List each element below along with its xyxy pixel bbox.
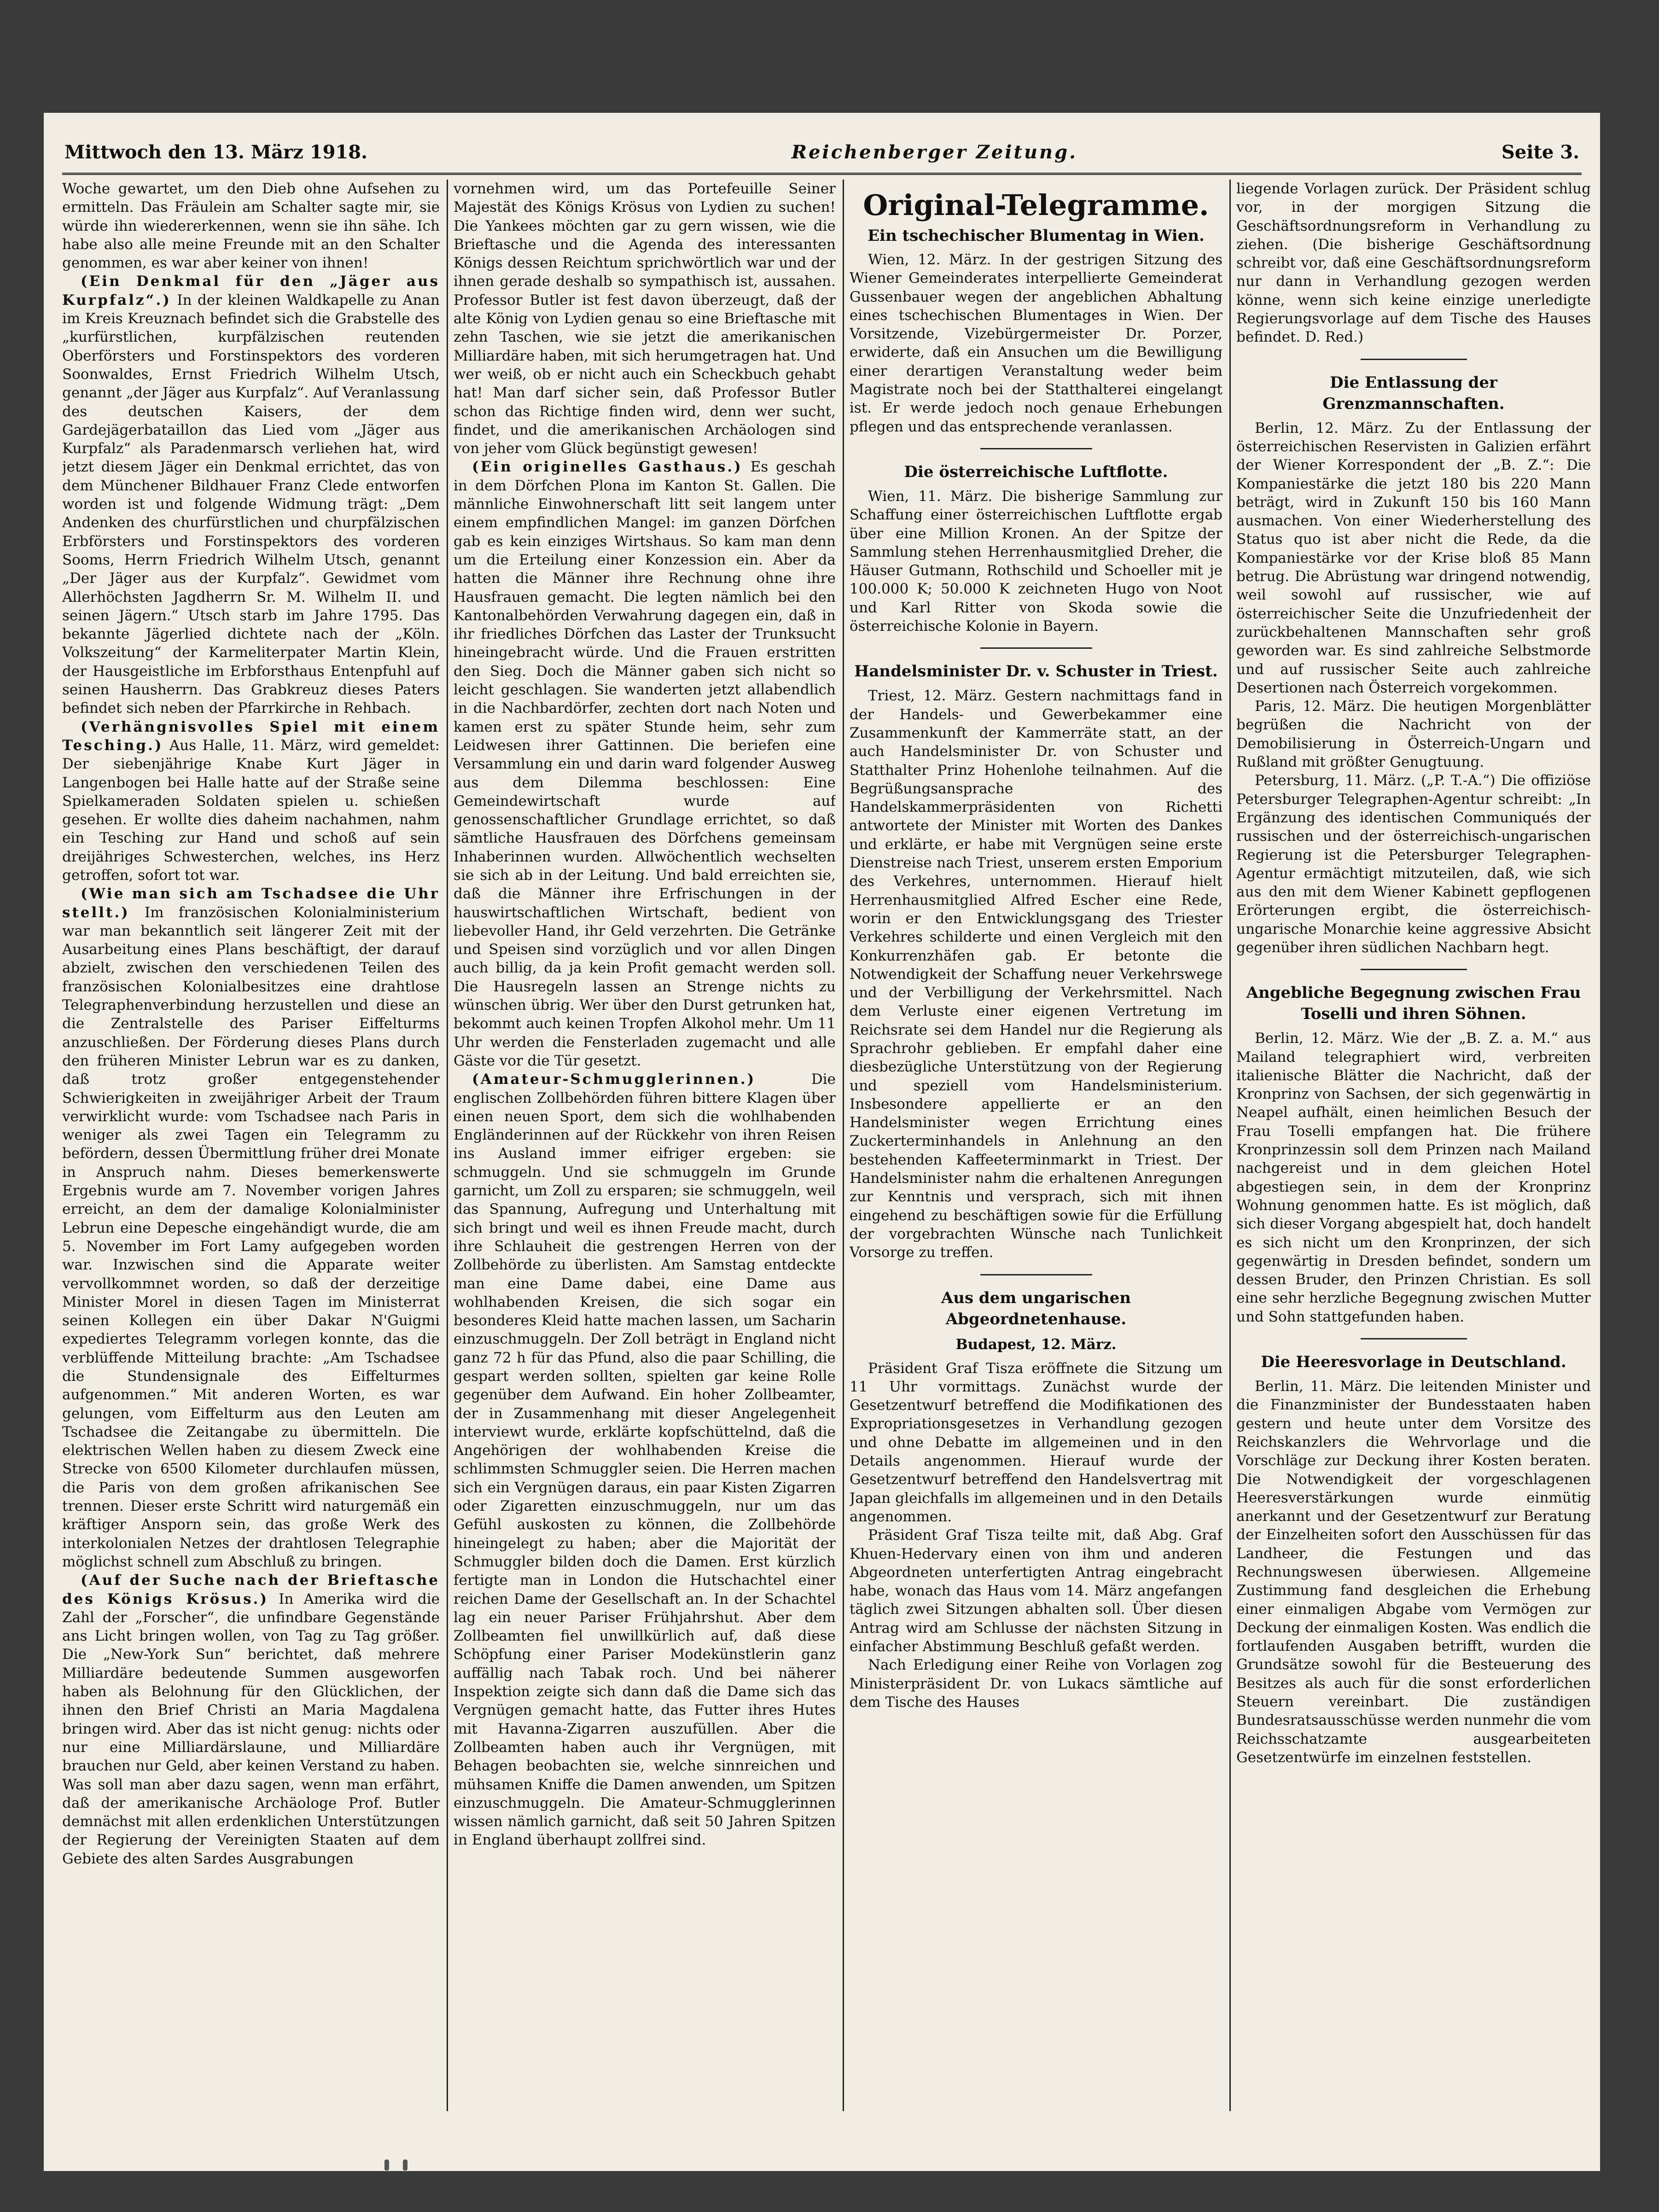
running-header xyxy=(44,138,1600,166)
article-lead: (Auf der Suche nach der Brieftasche des Königs Krösus.) xyxy=(62,1572,440,1607)
article-text: Berlin, 12. März. Zu der Entlassung der österreichischen Reservisten in Galizien erfährt der Wiener Korrespondent der „B. Z.“: Die Kompaniestärke die jetzt 180 bis 220 Mann beträgt, wird in Zukunft 150 bis 160 Mann ausmachen. Von einer Wiederherstellung des Status quo ist aber nicht die Rede, da die Kompaniestärke vor der Krise bloß 85 Mann betrug. Die Abrüstung war dringend notwendig, weil sowohl auf russischer, wie auf österreichischer Seite die Unzufriedenheit der zurückbehaltenen Mannschaften sehr groß geworden war. Es sind zahlreiche Selbstmorde und auf russischer Seite auch zahlreiche Desertionen nach Österreich vorgekommen. xyxy=(1236,419,1591,696)
article-text: (Auf der Suche nach der Brieftasche des Königs Krösus.) In Amerika wird die Zahl der „Forscher“, die unfindbare Gegenstände ans Licht bringen wollen, von Tag zu Tag größer. Die „New-York Sun“ berichtet, daß mehrere Milliardäre bedeutende Summen ausgeworfen haben als Belohnung für den Glücklichen, der ihnen den Brief Christi an Maria Magdalena bringen wird. Aber das ist nicht genug: nichts oder nur eine Milliardärslaune, und Milliardäre brauchen nur Geld, aber keinen Verstand zu haben. Was soll man aber dazu sagen, wenn man erfährt, daß der amerikanische Archäologe Prof. Butler demnächst mit allen erdenklichen Unterstützungen der Regierung der Vereinigten Staaten auf dem Gebiete des alten Sardes Ausgrabungen xyxy=(62,1572,440,1867)
column-divider xyxy=(843,180,844,2111)
dateline: Budapest, 12. März. xyxy=(955,1336,1117,1353)
article-separator xyxy=(980,647,1092,649)
article-separator xyxy=(1361,1338,1467,1339)
article-text: Wien, 11. März. Die bisherige Sammlung zur Schaffung einer österreichischen Luftflotte ergab über eine Million Kronen. An der Spitze der Sammlung stehen Herrenhausmitglied Dreher, die Häuser Gutmann, Rothschild und Schoeller mit je 100.000 K; 50.000 K zeichneten Hugo von Noot und Karl Ritter von Skoda sowie die österreichische Kolonie in Bayern. xyxy=(850,488,1222,635)
article-text: Nach Erledigung einer Reihe von Vorlagen zog Ministerpräsident Dr. von Lukacs sämtliche auf dem Tische des Hauses xyxy=(850,1657,1222,1711)
article-lead: (Ein originelles Gasthaus.) xyxy=(472,459,743,476)
article-separator xyxy=(1361,969,1467,970)
article-text: (Verhängnisvolles Spiel mit einem Tesching.) Aus Halle, 11. März, wird gemeldet: Der siebenjährige Knabe Kurt Jäger in Langenbogen bei Halle hatte auf der Straße seine Spielkameraden Soldaten spielen u. schießen gesehen. Er wollte dies daheim nachahmen, nahm ein Tesching zur Hand und schoß auf sein dreijähriges Schwesterchen, welches, ins Herz getroffen, sofort tot war. xyxy=(62,718,440,884)
article-headline: Die Heeresvorlage in Deutschland. xyxy=(1261,1353,1566,1372)
newspaper-page xyxy=(44,113,1600,2171)
article-text: Wien, 12. März. In der gestrigen Sitzung des Wiener Gemeinderates interpellierte Gemeinderat Gussenbauer wegen der angeblichen Abhaltung eines tschechischen Blumentages in Wien. Der Vorsitzende, Vizebürgermeister Dr. Porzer, erwiderte, daß ein Ansuchen um die Bewilligung einer derartigen Veranstaltung weder beim Magistrate noch bei der Statthalterei eingelangt ist. Er werde jedoch noch genaue Erhebungen pflegen und das entsprechende veranlassen. xyxy=(850,251,1222,435)
binding-hole xyxy=(403,2160,407,2171)
article-text: Triest, 12. März. Gestern nachmittags fand in der Handels- und Gewerbekammer eine Zusammenkunft der Kammerräte statt, an der auch Handelsminister Dr. von Schuster und Statthalter Prinz Hohenlohe teilnahmen. Auf die Begrüßungsansprache des Handelskammerpräsidenten von Richetti antwortete der Minister mit Worten des Dankes und erklärte, er habe mit Vergnügen seine erste Dienstreise nach Triest, unserem ersten Emporium des Verkehres, unternommen. Hierauf hielt Herrenhausmitglied Alfred Escher eine Rede, worin er den Entwicklungsgang des Triester Verkehres schilderte und einen Vergleich mit den Konkurrenzhäfen gab. Er betonte die Notwendigkeit der Schaffung neuer Verkehrswege und der Verbilligung der Verkehrsmittel. Nach dem Verluste einer eigenen Vertretung im Reichsrate sei dem Handel nur die Regierung als Sprachrohr geblieben. Er empfahl daher eine diesbezügliche Unterstützung von der Regierung und speziell vom Handelsministerium. Insbesondere appellierte er an den Handelsminister wegen Errichtung eines Zuckerterminhandels in Anlehnung an den bestehenden Kaffeeterminmarkt in Triest. Der Handelsminister nahm die erhaltenen Anregungen zur Kenntnis und versprach, sich mit ihnen eingehend zu beschäftigen sowie für die Erfüllung der vorgebrachten Wünsche nach Tunlichkeit Vorsorge zu treffen. xyxy=(850,687,1222,1261)
page-number: Seite 3. xyxy=(1501,141,1579,163)
article-separator xyxy=(980,1274,1092,1275)
column-divider xyxy=(447,180,448,2111)
article-separator xyxy=(980,448,1092,449)
header-rule xyxy=(62,173,1582,175)
article-text: vornehmen wird, um das Portefeuille Seiner Majestät des Königs Krösus von Lydien zu suchen! Die Yankees möchten gar zu gern wissen, wie die Brieftasche und die Agenda des interessanten Königs dessen Reichtum sprichwörtlich war und der ihnen gerade deshalb so sympathisch ist, aussahen. Professor Butler ist fest davon überzeugt, daß der alte König von Lydien genau so eine Brieftasche mit zehn Taschen, wie sie jetzt die amerikanischen Milliardäre haben, mit sich herumgetragen hat. Und wer weiß, ob er nicht auch ein Scheckbuch gehabt hat! Man darf sicher sein, daß Professor Butler schon das Richtige finden wird, denn wer sucht, findet, und die amerikanischen Archäologen sind von jeher vom Glück begünstigt gewesen! xyxy=(454,180,836,457)
binding-hole xyxy=(384,2160,389,2171)
column-2 xyxy=(454,180,836,2111)
article-lead: (Verhängnisvolles Spiel mit einem Tesching.) xyxy=(62,718,440,754)
article-headline: Handelsminister Dr. v. Schuster in Triest. xyxy=(854,662,1218,681)
column-4 xyxy=(1236,180,1591,2111)
article-headline: Ein tschechischer Blumentag in Wien. xyxy=(867,227,1205,245)
column-3 xyxy=(850,180,1222,2111)
article-lead: (Wie man sich am Tschadsee die Uhr stellt.) xyxy=(62,885,440,921)
article-headline: Aus dem ungarischen Abgeordnetenhause. xyxy=(941,1288,1131,1328)
article-text: Berlin, 12. März. Wie der „B. Z. a. M.“ aus Mailand telegraphiert wird, verbreiten italienische Blätter die Nachricht, daß der Kronprinz von Sachsen, der sich gegenwärtig in Neapel aufhält, einen heimlichen Besuch der Frau Toselli empfangen hat. Die frühere Kronprinzessin soll dem Prinzen nach Mailand nachgereist und in dem gleichen Hotel abgestiegen sein, in dem der Kronprinz Wohnung genommen hatte. Es ist möglich, daß sich dieser Vorgang abgespielt hat, doch handelt es sich nicht um den Kronprinzen, der sich gegenwärtig in Dresden befindet, sondern um dessen Bruder, den Prinzen Christian. Es soll eine sehr herzliche Begegnung zwischen Mutter und Sohn stattgefunden haben. xyxy=(1236,1030,1591,1325)
article-text: Paris, 12. März. Die heutigen Morgenblätter begrüßen die Nachricht von der Demobilisierung in Österreich-Ungarn und Rußland mit größter Genugtuung. xyxy=(1236,698,1591,771)
column-1 xyxy=(62,180,440,2111)
article-text: liegende Vorlagen zurück. Der Präsident schlug vor, in der morgigen Sitzung die Geschäftsordnungsreform in Verhandlung zu ziehen. (Die bisherige Geschäftsordnung schreibt vor, daß eine Geschäftsordnungsreform nur dann in Verhandlung gezogen werden könne, wenn sich keine einzige unerledigte Regierungsvorlage auf dem Tische des Hauses befindet. D. Red.) xyxy=(1236,180,1591,346)
article-lead: (Amateur-Schmugglerinnen.) xyxy=(472,1071,756,1088)
article-headline: Die österreichische Luftflotte. xyxy=(904,462,1168,481)
issue-date: Mittwoch den 13. März 1918. xyxy=(64,141,368,163)
newspaper-title: Reichenberger Zeitung. xyxy=(791,141,1078,163)
article-separator xyxy=(1361,359,1467,360)
article-text: Präsident Graf Tisza eröffnete die Sitzung um 11 Uhr vormittags. Zunächst wurde der Gesetzentwurf betreffend die Modifikationen des Expropriationsgesetzes in Verhandlung gezogen und ohne Debatte im allgemeinen und in den Details angenommen. Hierauf wurde der Gesetzentwurf betreffend den Handelsvertrag mit Japan gleichfalls im allgemeinen und in den Details angenommen. xyxy=(850,1360,1222,1525)
article-lead: (Ein Denkmal für den „Jäger aus Kurpfalz“.) xyxy=(62,273,440,309)
article-text: Berlin, 11. März. Die leitenden Minister und die Finanzminister der Bundesstaaten haben gestern und heute unter dem Vorsitze des Reichskanzlers die Wehrvorlage und die Vorschläge zur Deckung ihrer Kosten beraten. Die Notwendigkeit der vorgeschlagenen Heeresverstärkungen wurde einmütig anerkannt und der Gesetzentwurf zur Beratung der Einzelheiten sofort den Ausschüssen für das Landheer, die Festungen und das Rechnungswesen überwiesen. Allgemeine Zustimmung fand desgleichen die Erhebung einer einmaligen Abgabe vom Vermögen zur Deckung der einmaligen Kosten. Was endlich die fortlaufenden Ausgaben betrifft, wurden die Grundsätze sowohl für die Besteuerung des Besitzes als auch für die sonst erforderlichen Steuern vereinbart. Die zuständigen Bundesratsausschüsse werden nunmehr die vom Reichsschatzamte ausgearbeiteten Gesetzentwürfe im einzelnen feststellen. xyxy=(1236,1378,1591,1766)
article-headline: Angebliche Begegnung zwischen Frau Toselli und ihren Söhnen. xyxy=(1246,984,1581,1024)
section-title: Original-Telegramme. xyxy=(863,188,1209,222)
article-text: (Ein Denkmal für den „Jäger aus Kurpfalz“.) In der kleinen Waldkapelle zu Anan im Kreis Kreuznach befindet sich die Grabstelle des „kurfürstlichen, kurpfälzischen reutenden Oberförsters und Forstinspektors des vorderen Soonwaldes, Ernst Friedrich Wilhelm Utsch, genannt „der Jäger aus Kurpfalz“. Auf Veranlassung des deutschen Kaisers, der dem Gardejägerbataillon das Lied vom „Jäger aus Kurpfalz“ als Paradenmarsch verliehen hat, wird jetzt diesem Jäger ein Denkmal errichtet, das von dem Münchener Bildhauer Franz Clede entworfen worden ist und folgende Widmung trägt: „Dem Andenken des churfürstlichen und churpfälzischen Erbförsters und Forstinspektors des vorderen Sooms, Herrn Friedrich Wilhelm Utsch, genannt „Der Jäger aus der Kurpfalz“. Gewidmet vom Allerhöchsten Jagdherrn Sr. M. Wilhelm II. und seinen Jägern.“ Utsch starb im Jahre 1795. Das bekannte Jägerlied dichtete nach der „Köln. Volkszeitung“ der Karmeliterpater Martin Klein, der Hausgeistliche im Erbforsthaus Entenpfuhl auf seinen Hausherrn. Das Grabkreuz dieses Paters befindet sich neben der Pfarrkirche in Rehbach. xyxy=(62,273,440,717)
article-text: (Amateur-Schmugglerinnen.) Die englischen Zollbehörden führen bittere Klagen über einen neuen Sport, dem sich die wohlhabenden Engländerinnen auf der Rückkehr von ihren Reisen ins Ausland immer eifriger ergeben: sie schmuggeln. Und sie schmuggeln im Grunde garnicht, um Zoll zu ersparen; sie schmuggeln, weil das Spannung, Aufregung und Unterhaltung mit sich bringt und weil es ihnen Freude macht, durch ihre Schlauheit die gestrengen Herren von der Zollbehörde zu überlisten. Am Samstag entdeckte man eine Dame dabei, eine Dame aus wohlhabenden Kreisen, die sich sogar ein besonderes Kleid hatte machen lassen, um Sacharin einzuschmuggeln. Der Zoll beträgt in England nicht ganz 72 h für das Pfund, also die paar Schilling, die gespart werden sollten, spielten gar keine Rolle gegenüber dem Aufwand. Ein hoher Zollbeamter, der in Zusammenhang mit dieser Angelegenheit interviewt wurde, erklärte kopfschüttelnd, daß die Angehörigen der wohlhabenden Kreise die schlimmsten Schmuggler seien. Die Herren machen sich ein Vergnügen daraus, ein paar Kisten Zigarren oder Zigaretten einzuschmuggeln, nur um das Gefühl auskosten zu können, die Zollbehörde hineingelegt zu haben; aber die Majorität der Schmuggler bilden doch die Damen. Erst kürzlich fertigte man in London die Hutschachtel einer reichen Dame der Gesellschaft an. In der Schachtel lag ein neuer Pariser Frühjahrshut. Aber dem Zollbeamten fiel unwillkürlich auf, daß diese Schöpfung einer Pariser Modekünstlerin ganz auffällig nach Tabak roch. Und bei näherer Inspektion zeigte sich dann daß die Dame sich das Vergnügen gemacht hatte, das Futter ihres Hutes mit Havanna-Zigarren auszufüllen. Aber die Zollbeamten haben auch ihr Vergnügen, mit Behagen beobachten sie, welche sinnreichen und mühsamen Kniffe die Damen anwenden, um Spitzen einzuschmuggeln. Die Amateur-Schmugglerinnen wissen nämlich garnicht, daß seit 50 Jahren Spitzen in England überhaupt zollfrei sind. xyxy=(454,1071,836,1849)
article-text: Woche gewartet, um den Dieb ohne Aufsehen zu ermitteln. Das Fräulein am Schalter sagte mir, sie würde ihn wiedererkennen, wenn sie ihn sähe. Ich habe also alle meine Freunde mit an den Schalter genommen, es war aber keiner von ihnen! xyxy=(62,180,440,272)
article-text: (Wie man sich am Tschadsee die Uhr stellt.) Im französischen Kolonialministerium war man bekanntlich seit längerer Zeit mit der Ausarbeitung eines Plans beschäftigt, der darauf abzielt, zwischen den verschiedenen Teilen des französischen Kolonialbesitzes eine drahtlose Telegraphenverbindung herzustellen und diese an die Zentralstelle des Pariser Eiffelturms anzuschließen. Der Förderung dieses Plans durch den früheren Minister Lebrun war es zu danken, daß trotz großer entgegenstehender Schwierigkeiten in zweijähriger Arbeit der Traum verwirklicht wurde: vom Tschadsee nach Paris in weniger als zwei Tagen ein Telegramm zu befördern, dessen Übermittlung früher drei Monate in Anspruch nahm. Dieses bemerkenswerte Ergebnis wurde am 7. November vorigen Jahres erreicht, an dem der damalige Kolonialminister Lebrun eine Depesche eingehändigt wurde, die am 5. November im Fort Lamy aufgegeben worden war. Inzwischen sind die Apparate weiter vervollkommnet worden, so daß der derzeitige Minister Morel in diesen Tagen im Ministerrat seinen Kollegen ein über Dakar N'Guigmi expediertes Telegramm vorlegen konnte, das die verblüffende Mitteilung brachte: „Am Tschadsee die Stundensignale des Eiffelturmes aufgenommen.“ Mit anderen Worten, es war gelungen, vom Eiffelturm aus den Leuten am Tschadsee die Zeitangabe zu übermitteln. Die elektrischen Wellen haben zu diesem Zweck eine Strecke von 6500 Kilometer durchlaufen müssen, die Paris von dem großen afrikanischen See trennen. Dieser erste Schritt wird naturgemäß ein kräftiger Ansporn sein, das große Werk des interkolonialen Netzes der drahtlosen Telegraphie möglichst schnell zum Abschluß zu bringen. xyxy=(62,885,440,1570)
article-headline: Die Entlassung der Grenzmannschaften. xyxy=(1322,373,1505,413)
article-text: Petersburg, 11. März. („P. T.-A.“) Die offiziöse Petersburger Telegraphen-Agentur schreibt: „In Ergänzung des identischen Communiqués der russischen und der österreichisch-ungarischen Regierung ist die Petersburger Telegraphen-Agentur ermächtigt mitzuteilen, daß, wie sich aus den mit dem Wiener Kabinett gepflogenen Erörterungen ergibt, die österreichisch-ungarische Monarchie keine aggressive Absicht gegenüber ihren südlichen Nachbarn hegt. xyxy=(1236,772,1591,956)
column-divider xyxy=(1229,180,1231,2111)
article-text: (Ein originelles Gasthaus.) Es geschah in dem Dörfchen Plona im Kanton St. Gallen. Die männliche Einwohnerschaft litt seit langem unter einem empfindlichen Mangel: im ganzen Dörfchen gab es kein einziges Wirtshaus. So kam man denn um die Erteilung einer Konzession ein. Aber da hatten die Männer ihre Rechnung ohne ihre Hausfrauen gemacht. Die legten nämlich bei den Kantonalbehörden Verwahrung dagegen ein, daß in ihr friedliches Dörfchen das Laster der Trunksucht hineingebracht würde. Und die Frauen erstritten den Sieg. Doch die Männer gaben sich nicht so leicht geschlagen. Sie wanderten jetzt allabendlich in die Nachbardörfer, zechten dort nach Noten und kamen erst zu später Stunde heim, sehr zum Leidwesen ihrer Gattinnen. Die beriefen eine Versammlung ein und darin ward folgender Ausweg aus dem Dilemma beschlossen: Eine Gemeindewirtschaft wurde auf genossenschaftlicher Grundlage errichtet, so daß sämtliche Hausfrauen des Dörfchens gemeinsam Inhaberinnen wurden. Allwöchentlich wechselten sie sich ab in der Leitung. Und bald erreichten sie, daß die Männer ihre Erfrischungen in der hauswirtschaftlichen Wirtschaft, bedient von liebevoller Hand, ihr Geld verzehrten. Die Getränke und Speisen sind vorzüglich und vor allen Dingen auch billig, da ja kein Profit gemacht werden soll. Die Hausregeln lassen an Strenge nichts zu wünschen übrig. Wer über den Durst getrunken hat, bekommt auch keinen Tropfen Alkohol mehr. Um 11 Uhr werden die Fensterladen zugemacht und alle Gäste vor die Tür gesetzt. xyxy=(454,459,836,1069)
article-text: Präsident Graf Tisza teilte mit, daß Abg. Graf Khuen-Hedervary einen von ihm und anderen Abgeordneten unterfertigten Antrag eingebracht habe, wonach das Haus vom 14. März angefangen täglich zwei Sitzungen abhalten soll. Über diesen Antrag wird am Schlusse der nächsten Sitzung in einfacher Abstimmung Beschluß gefaßt werden. xyxy=(850,1527,1222,1655)
